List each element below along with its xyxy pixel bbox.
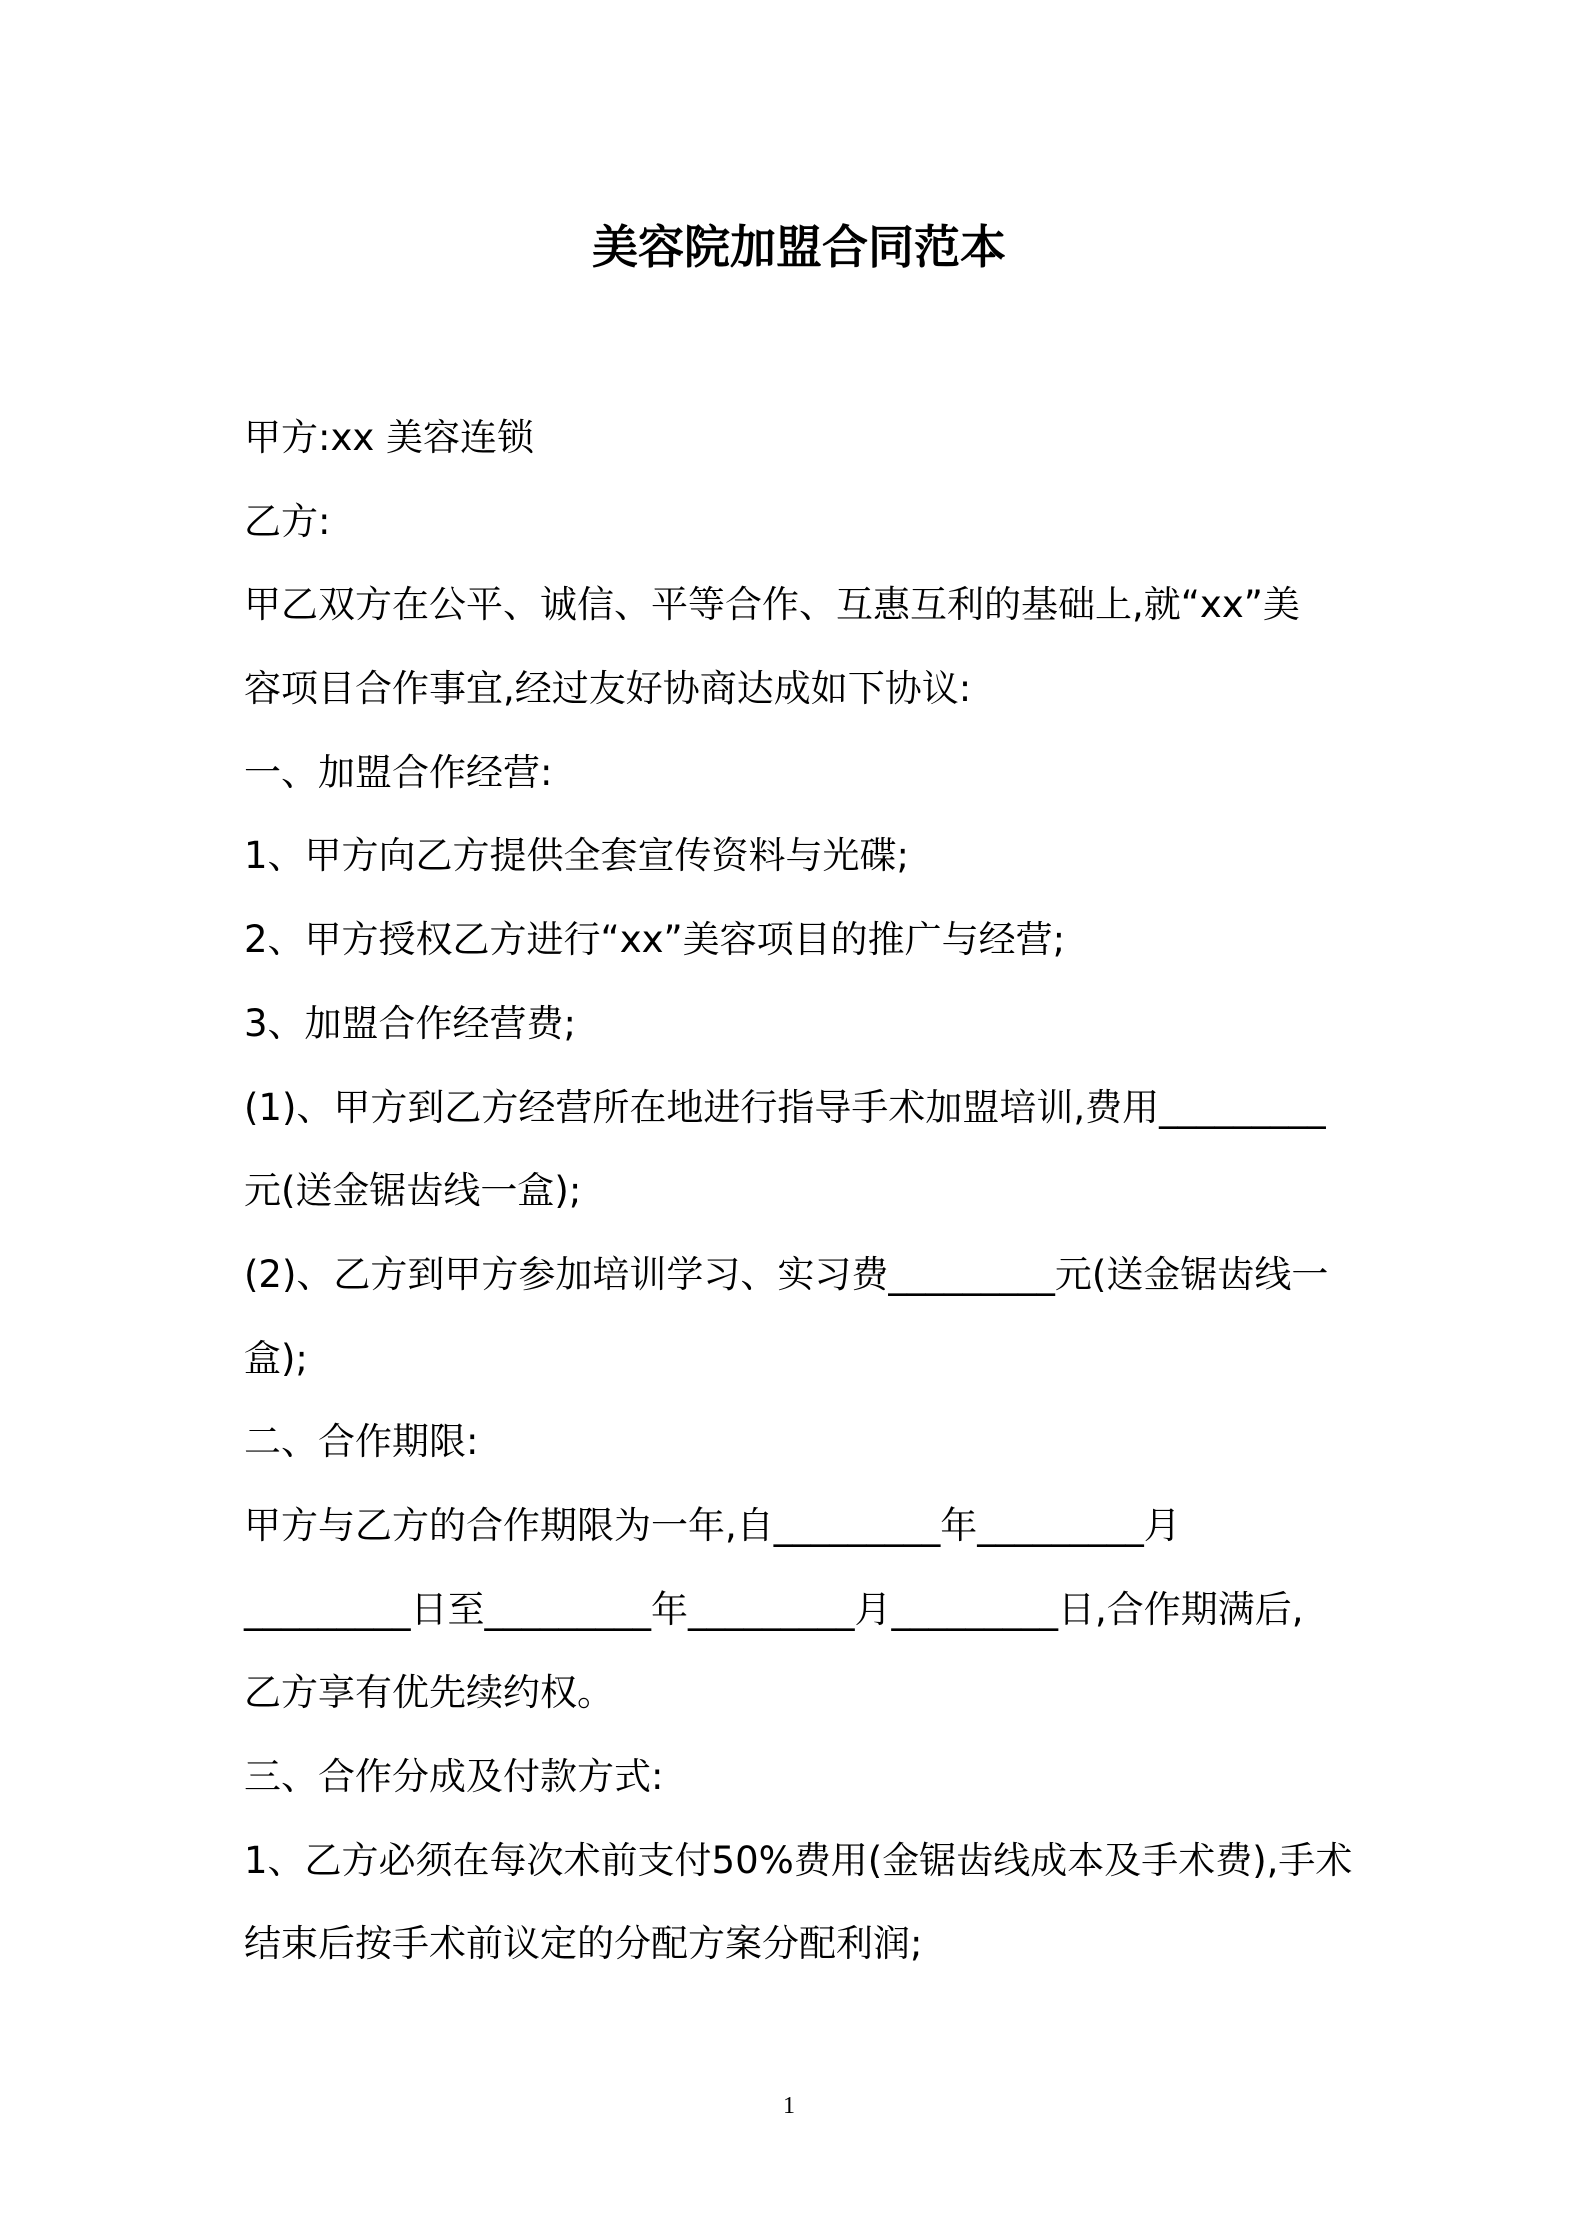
- clause-3-1: [244, 1819, 1374, 1986]
- preamble-paragraph: [244, 563, 1374, 730]
- clause-1-3-2-line-2: 盒);: [244, 1336, 308, 1380]
- party-a-paragraph: [244, 396, 1374, 480]
- term-clause: [244, 1484, 1374, 1735]
- party-b-line: 乙方:: [244, 499, 331, 543]
- term-clause-line-2: _________日至_________年_________月_________日,合作期满后,: [244, 1587, 1304, 1631]
- clause-1-3-1: [244, 1066, 1374, 1233]
- page-number: 1: [783, 2093, 795, 2119]
- term-clause-line-1: 甲方与乙方的合作期限为一年,自_________年_________月: [244, 1503, 1181, 1547]
- term-clause-line-3: 乙方享有优先续约权。: [244, 1671, 614, 1715]
- section-2-heading: [244, 1400, 1374, 1484]
- clause-1-3: [244, 982, 1374, 1066]
- clause-1-1-line: 1、甲方向乙方提供全套宣传资料与光碟;: [244, 834, 910, 878]
- party-a-line: 甲方:xx 美容连锁: [244, 416, 535, 459]
- section-3-heading-line: 三、合作分成及付款方式:: [244, 1755, 664, 1798]
- section-2-heading-line: 二、合作期限:: [244, 1420, 479, 1464]
- page-title: 美容院加盟合同范本: [592, 220, 1006, 274]
- clause-1-3-1-line-2: 元(送金锯齿线一盒);: [244, 1169, 582, 1213]
- clause-1-3-1-line-1: (1)、甲方到乙方经营所在地进行指导手术加盟培训,费用_________: [244, 1085, 1326, 1129]
- preamble-line-2: 容项目合作事宜,经过友好协商达成如下协议:: [244, 667, 972, 711]
- contract-body: [244, 396, 1374, 1986]
- clause-1-2: [244, 898, 1374, 982]
- preamble-line-1: 甲乙双方在公平、诚信、平等合作、互惠互利的基础上,就“xx”美: [244, 583, 1300, 627]
- section-1-heading: [244, 731, 1374, 815]
- clause-1-3-2: [244, 1233, 1374, 1400]
- clause-3-1-line-2: 结束后按手术前议定的分配方案分配利润;: [244, 1922, 923, 1966]
- clause-1-1: [244, 814, 1374, 898]
- clause-1-2-line: 2、甲方授权乙方进行“xx”美容项目的推广与经营;: [244, 918, 1066, 962]
- clause-1-3-line: 3、加盟合作经营费;: [244, 1001, 577, 1045]
- clause-1-3-2-line-1: (2)、乙方到甲方参加培训学习、实习费_________元(送金锯齿线一: [244, 1252, 1329, 1296]
- party-b-paragraph: [244, 480, 1374, 564]
- section-3-heading: [244, 1735, 1374, 1819]
- section-1-heading-line: 一、加盟合作经营:: [244, 750, 553, 794]
- clause-3-1-line-1: 1、乙方必须在每次术前支付50%费用(金锯齿线成本及手术费),手术: [244, 1838, 1353, 1882]
